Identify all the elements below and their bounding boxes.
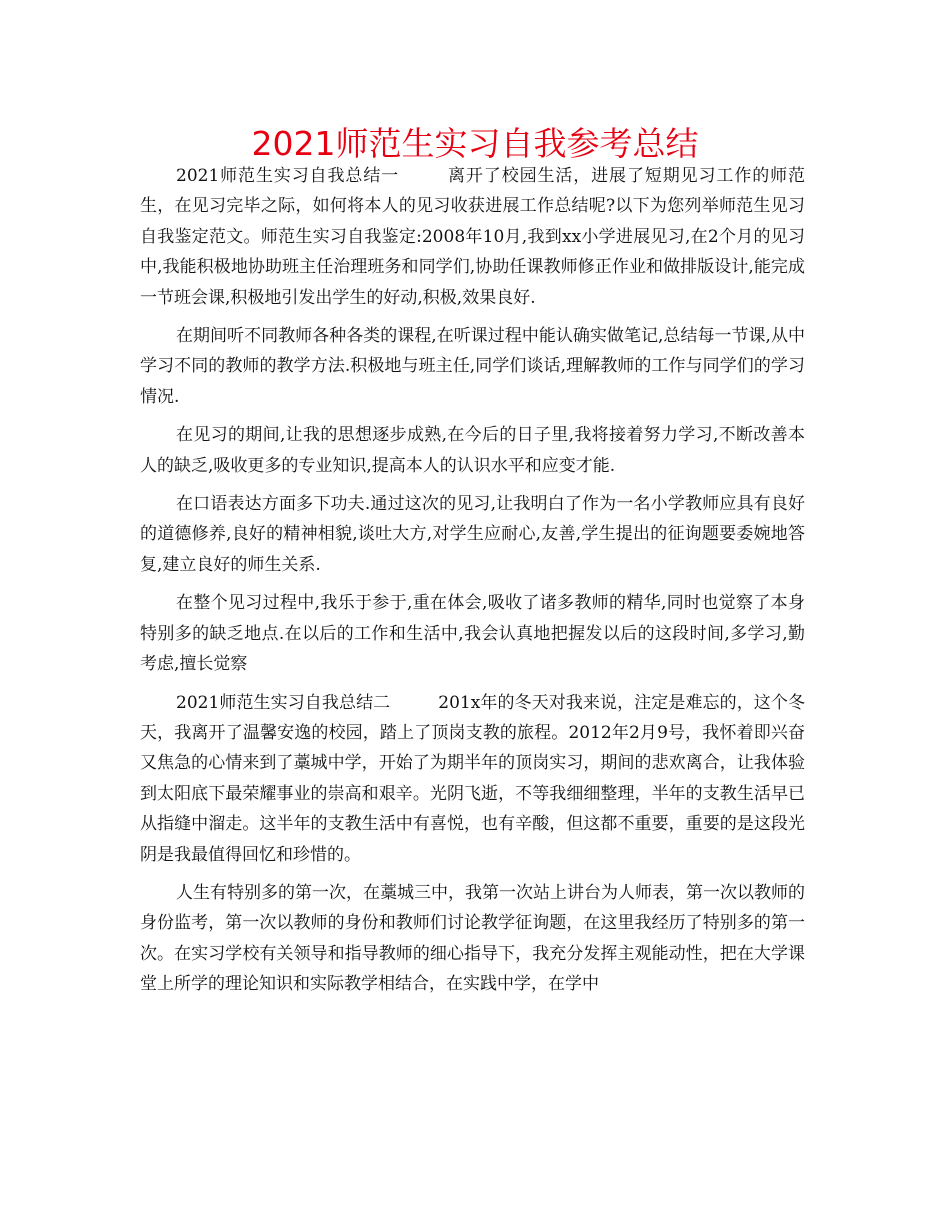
paragraph	[140, 878, 805, 1000]
paragraph-text: 在见习的期间,让我的思想逐步成熟,在今后的日子里,我将接着努力学习,不断改善本人的缺乏,吸收更多的专业知识,提高本人的认识水平和应变才能.	[140, 425, 805, 476]
paragraph	[140, 161, 805, 313]
paragraph-text: 在口语表达方面多下功夫.通过这次的见习,让我明白了作为一名小学教师应具有良好的道德修养,良好的精神相貌,谈吐大方,对学生应耐心,友善,学生提出的征询题要委婉地答复,建立良好的师生关系.	[140, 494, 805, 575]
section-heading: 2021师范生实习自我总结一	[176, 166, 400, 186]
paragraph-text: 在期间听不同教师各种各类的课程,在听课过程中能认确实做笔记,总结每一节课,从中学习不同的教师的教学方法.积极地与班主任,同学们谈话,理解教师的工作与同学们的学习情况.	[140, 326, 805, 407]
document-title: 2021师范生实习自我参考总结	[251, 124, 699, 163]
paragraph	[140, 420, 805, 481]
paragraph	[140, 688, 805, 870]
paragraph	[140, 321, 805, 412]
paragraph	[140, 588, 805, 679]
document-body	[140, 161, 805, 1008]
section-heading: 2021师范生实习自我总结二	[176, 692, 391, 713]
paragraph	[140, 489, 805, 580]
paragraph-text: 在整个见习过程中,我乐于参于,重在体会,吸收了诸多教师的精华,同时也觉察了本身特别多的缺乏地点.在以后的工作和生活中,我会认真地把握发以后的这段时间,多学习,勤考虑,擅长觉察	[140, 593, 805, 675]
paragraph-text: 离开了校园生活，进展了短期见习工作的师范生，在见习完毕之际，如何将本人的见习收获进展工作总结呢?以下为您列举师范生见习自我鉴定范文。师范生实习自我鉴定:2008年10月,我到xx小学进展见习,在2个月的见习中,我能积极地协助班主任治理班务和同学们,协助任课教师修正作业和做排版设计,能完成一节班会课,积极地引发出学生的好动,积极,效果良好.	[140, 166, 806, 308]
paragraph-text: 201x年的冬天对我来说，注定是难忘的，这个冬天，我离开了温馨安逸的校园，踏上了顶岗支教的旅程。2012年2月9号，我怀着即兴奋又焦急的心情来到了藁城中学，开始了为期半年的顶岗实习，期间的悲欢离合，让我体验到太阳底下最荣耀事业的崇高和艰辛。光阴飞逝，不等我细细整理，半年的支教生活早已从指缝中溜走。这半年的支教生活中有喜悦，也有辛酸，但这都不重要，重要的是这段光阴是我最值得回忆和珍惜的。	[140, 692, 805, 865]
paragraph-text: 人生有特别多的第一次，在藁城三中，我第一次站上讲台为人师表，第一次以教师的身份监考，第一次以教师的身份和教师们讨论教学征询题，在这里我经历了特别多的第一次。在实习学校有关领导和指导教师的细心指导下，我充分发挥主观能动性，把在大学课堂上所学的理论知识和实际教学相结合，在实践中学，在学中	[140, 882, 805, 995]
